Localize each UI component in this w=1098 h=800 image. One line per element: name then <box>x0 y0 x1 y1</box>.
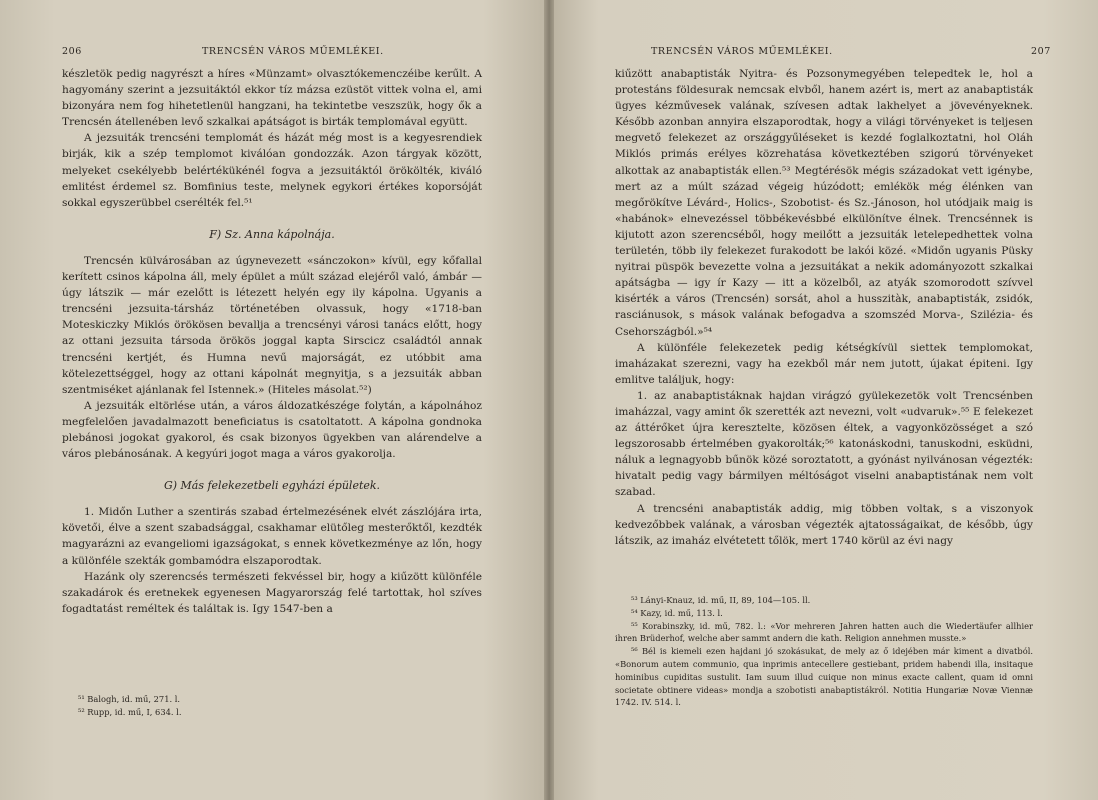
footnote: ⁵³ Lányi-Knauz, id. mű, II, 89, 104—105. ll. <box>631 595 811 605</box>
right-body-text <box>615 66 1033 549</box>
paragraph: készletök pedig nagyrészt a híres «Münzamt» olvasztókemenczéibe kerűlt. A hagyomány szerint a jezsuitáktól ekkor tíz mázsa ezüstöt vittek volna el, ami bizonyára nem fog hihetetlenül hangzani, ha tekintetbe veszszük, hogy ők a Trencsén átellenében levő szkalkai apátságot is birták templomával együtt. <box>62 68 482 129</box>
paragraph: kiűzött anabaptisták Nyitra- és Pozsonymegyében telepedtek le, hol a protestáns földesurak nemcsak elvből, hanem azért is, mert az anabaptisták ügyes kézművesek valának, szívesen adtak lakhelyet a jövevényeknek. Később azonban annyira elszaporodtak, hogy a világi törvényeket is teljesen megvető felekezet az országgyűléseket is kezdé foglalkoztatni, hol Oláh Miklós primás erélyes közrehatása következtében szigorú törvényeket alkottak az anabaptisták ellen.⁵³ Megtérésök mégis századokat vett igénybe, mert az a múlt század végeig húzódott; emlékök még élénken van megőrökítve Lévárd-, Holics-, Szobotist- és Sz.-Jánoson, hol utódjaik maig is «habánok» elnevezéssel többékevésbbé elkülönítve élnek. Trencsénnek is kijutott azon szerencséből, hogy meilőtt a jezsuiták letelepedhettek volna területén, több ily felekezet furakodott be lakói közé. «Midőn ugyanis Püsky nyitrai püspök bevezette volna a jezsuitákat a nekik adományozott szkalkai apátságba — igy ír Kazy — itt a közelből, az atyák szomorodott szívvel kisérték a város (Trencsén) sorsát, ahol a husszitàk, anabaptisták, zsidók, rasciánusok, s mások valának befogadva a szomszéd Morva-, Szilézia- és Csehországból.»⁵⁴ <box>615 68 1033 338</box>
footnote: ⁵⁵ Korabinszky, id. mű, 782. l.: «Vor mehreren Jahren hatten auch die Wiedertäufer allhier ihren Brüderhof, welche aber sammt andern die kath. Religion annehmen musste.» <box>615 620 1033 644</box>
footnote: ⁵⁶ Bél is kiemeli ezen hajdani jó szokásukat, de mely az ő idejében már kiment a divatból. «Bonorum autem communio, qua inprimis antecellere gestiebant, pridem habendi illa, insitaque hominibus cupiditas sustulit. Iam suum illud cuique non minus exacte callent, quam id omni societate obtinere videas» mondja a szobotisti anabaptistákról. Notitia Hungariæ Novæ Viennæ 1742. IV. 514. l. <box>615 646 1033 708</box>
right-footnotes <box>615 594 1033 709</box>
book-gutter <box>544 0 554 800</box>
running-head: TRENCSÉN VÁROS MŰEMLÉKEI. <box>651 46 833 57</box>
right-page <box>549 0 1098 800</box>
paragraph: 1. Midőn Luther a szentirás szabad értelmezésének elvét zászlójára irta, követői, élve a szent szabadsággal, csakhamar elütőleg mesterőktől, kezdték magyarázni az evangeliomi igazságokat, s ennek következménye az lőn, hogy a különféle szekták gombamódra elszaporodtak. <box>62 506 482 567</box>
footnote: ⁵¹ Balogh, id. mű, 271. l. <box>78 694 181 704</box>
section-heading: G) Más felekezetbeli egyházi épületek. <box>163 479 381 493</box>
page-number: 207 <box>1031 46 1051 57</box>
left-body-text <box>62 66 482 617</box>
paragraph: 1. az anabaptistáknak hajdan virágzó gyülekezetök volt Trencsénben imaházzal, vagy amint ők szerették azt nevezni, volt «udvaruk».⁵⁵ E felekezet az áttérőket újra keresztelte, közösen éltek, a vagyonközösséget a szó legszorosabb értelmében gyakorolták;⁵⁶ katonáskodni, tanuskodni, esküdni, náluk a legnagyobb bűnök közé soroztatott, a gyónást nyilvánosan végezték: hivatalt pedig vagy bármilyen méltóságot viselni anabaptistának nem volt szabad. <box>615 389 1033 499</box>
footnote: ⁵² Rupp, id. mű, I, 634. l. <box>78 706 182 717</box>
footnote: ⁵⁴ Kazy, id. mű, 113. l. <box>631 607 723 618</box>
paragraph: Trencsén külvárosában az úgynevezett «sánczokon» kívül, egy kőfallal kerített csinos kápolna áll, mely épület a múlt század elejéről való, ámbár — úgy látszik — már ezelőtt is létezett helyén egy ily kápolna. Ugyanis a trencséni jezsuita-társház történetében olvassuk, hogy «1718-ban Moteskiczky Miklós örökösen bevallja a trencsényi városi tanács előtt, hogy az ottani jezsuita társoda örökös joggal kapta Sirscicz családtól annak trencséni kertjét, és Humna nevű majorságát, ez utóbbit ama kötelezettséggel, hogy az ottani kápolnát megnyitja, s a jezsuiták abban szentmiséket ajánlanak fel Istennek.» (Hiteles másolat.⁵²) <box>62 254 482 396</box>
paragraph: A jezsuiták eltörlése után, a város áldozatkészége folytán, a kápolnához megfelelően javadalmazott beneficiatus is csatoltatott. A kápolna gondnoka plebánosi jogokat gyakorol, és csak bizonyos ügyekben van alárendelve a város plebánosának. A kegyúri jogot maga a város gyakorolja. <box>62 399 482 461</box>
paragraph: A trencséni anabaptisták addig, mig többen voltak, s a viszonyok kedvezőbbek valának, a városban végezték ajtatosságaikat, de később, úgy látszik, az imaház elvétetett tőlök, mert 1740 körül az évi nagy <box>615 502 1033 547</box>
paragraph: A jezsuiták trencséni templomát és házát még most is a kegyesrendiek birják, kik a szép templomot kiválóan gondozzák. Azon tárgyak között, melyeket csekélyebb belértékükénél fogva a jezsuitáktól örökölték, kiváló emlitést érdemel sz. Bomfinius teste, melynek egykori értékes koporsóját sokkal egyszerübbel cserélték fel.⁵¹ <box>62 132 482 209</box>
running-head: TRENCSÉN VÁROS MŰEMLÉKEI. <box>202 46 384 57</box>
page-number: 206 <box>62 46 82 57</box>
section-heading: F) Sz. Anna kápolnája. <box>209 227 335 241</box>
paragraph: A különféle felekezetek pedig kétségkívül siettek templomokat, imaházakat szerezni, vagy ha ezekből már nem jutott, újakat épiteni. Igy emlitve találjuk, hogy: <box>615 341 1033 386</box>
left-footnotes <box>78 693 478 719</box>
paragraph: Hazánk oly szerencsés természeti fekvéssel bir, hogy a kiűzött különféle szakadárok és eretnekek egyenesen Magyarország felé tartottak, hol szíves fogadtatást reméltek és találtak is. Igy 1547-ben a <box>62 570 482 615</box>
